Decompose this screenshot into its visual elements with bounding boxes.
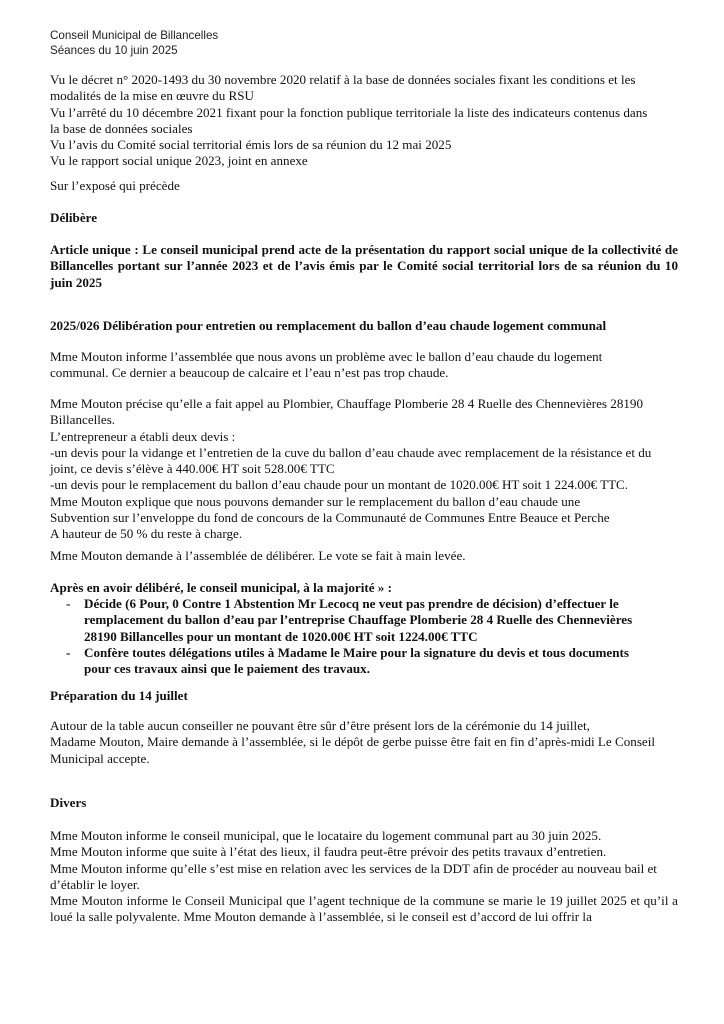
paragraph-line: L’entrepreneur a établi deux devis : <box>50 428 236 444</box>
majorite-line: Après en avoir délibéré, le conseil municipal, à la majorité » : <box>50 580 392 595</box>
list-item <box>50 596 678 645</box>
visas-block <box>50 72 678 170</box>
bullet-line: pour ces travaux ainsi que le paiement des travaux. <box>84 661 371 677</box>
visa-line: modalités de la mise en œuvre du RSU <box>50 88 255 104</box>
article-unique: Article unique : Le conseil municipal prend acte de la présentation du rapport social unique de la collectivité de Billancelles portant sur l’année 2023 et de l’avis émis par le Comité social territorial lors de sa réunion du 10 juin 2025 <box>50 242 678 290</box>
paragraph-line: Mme Mouton informe le conseil municipal, que le locataire du logement communal part au 30 juin 2025. <box>50 828 602 843</box>
list-item <box>50 645 678 678</box>
juillet-paragraph <box>50 718 678 767</box>
council-name: Conseil Municipal de Billancelles <box>50 29 219 42</box>
paragraph-line: Madame Mouton, Maire demande à l’assemblée, si le dépôt de gerbe puisse être fait en fin d’après-midi Le Conseil <box>50 734 656 750</box>
paragraph-line: Mme Mouton informe qu’elle s’est mise en relation avec les services de la DDT afin de procéder au nouveau bail et <box>50 860 657 876</box>
paragraph-line: A hauteur de 50 % du reste à charge. <box>50 526 243 542</box>
bullet-line: Décide (6 Pour, 0 Contre 1 Abstention Mr Lecocq ne veut pas prendre de décision) d’effectuer le <box>84 596 619 611</box>
bullet-dash: - <box>66 596 71 611</box>
bullet-dash: - <box>66 644 71 660</box>
divers-paragraph <box>50 828 678 893</box>
visa-line: Vu l’arrêté du 10 décembre 2021 fixant pour la fonction publique territoriale la liste des indicateurs contenus dans <box>50 104 648 120</box>
ballon-intro <box>50 349 678 382</box>
paragraph-line: Municipal accepte. <box>50 750 150 766</box>
visa-line: Vu le rapport social unique 2023, joint en annexe <box>50 153 308 169</box>
paragraph-line: communal. Ce dernier a beaucoup de calcaire et l’eau n’est pas trop chaude. <box>50 365 449 381</box>
paragraph-line: Autour de la table aucun conseiller ne pouvant être sûr d’être présent lors de la cérémonie du 14 juillet, <box>50 718 590 733</box>
visa-line: la base de données sociales <box>50 120 193 136</box>
bullet-line: remplacement du ballon d’eau par l’entreprise Chauffage Plomberie 28 4 Ruelle des Chennevières <box>84 612 633 628</box>
document-header <box>50 28 218 58</box>
session-date: Séances du 10 juin 2025 <box>50 44 178 57</box>
divers-heading: Divers <box>50 795 87 810</box>
decision-list <box>50 596 678 677</box>
paragraph-line: Mme Mouton précise qu’elle a fait appel au Plombier, Chauffage Plomberie 28 4 Ruelle des Chennevières 28190 <box>50 396 644 411</box>
visa-line: Vu le décret n° 2020-1493 du 30 novembre 2020 relatif à la base de données sociales fixant les conditions et les <box>50 72 636 87</box>
bullet-line: 28190 Billancelles pour un montant de 1020.00€ HT soit 1224.00€ TTC <box>84 628 478 644</box>
divers-last-paragraph: Mme Mouton informe le Conseil Municipal que l’agent technique de la commune se marie le 19 juillet 2025 et qu’il a loué la salle polyvalente. Mme Mouton demande à l’assemblée, si le conseil est d’accord de lui offrir la <box>50 893 678 925</box>
paragraph-line: Subvention sur l’enveloppe du fond de concours de la Communauté de Communes Entre Beauce et Perche <box>50 510 610 526</box>
paragraph-line: joint, ce devis s’élève à 440.00€ HT soit 528.00€ TTC <box>50 461 335 477</box>
expose-line: Sur l’exposé qui précède <box>50 178 180 193</box>
deliberation-title: 2025/026 Délibération pour entretien ou remplacement du ballon d’eau chaude logement communal <box>50 318 607 333</box>
paragraph-line: -un devis pour le remplacement du ballon d’eau chaude pour un montant de 1020.00€ HT soit 1 224.00€ TTC. <box>50 477 629 493</box>
delibere-heading: Délibère <box>50 210 98 225</box>
vote-line: Mme Mouton demande à l’assemblée de délibérer. Le vote se fait à main levée. <box>50 548 466 563</box>
visa-line: Vu l’avis du Comité social territorial émis lors de sa réunion du 12 mai 2025 <box>50 137 452 153</box>
paragraph-line: Mme Mouton informe l’assemblée que nous avons un problème avec le ballon d’eau chaude du logement <box>50 349 603 364</box>
bullet-line: Confère toutes délégations utiles à Madame le Maire pour la signature du devis et tous documents <box>84 644 629 660</box>
paragraph-line: d’établir le loyer. <box>50 876 140 892</box>
ballon-details <box>50 396 678 543</box>
juillet-heading: Préparation du 14 juillet <box>50 688 188 703</box>
paragraph-line: Mme Mouton explique que nous pouvons demander sur le remplacement du ballon d’eau chaude une <box>50 493 581 509</box>
paragraph-line: Billancelles. <box>50 412 116 428</box>
paragraph-line: -un devis pour la vidange et l’entretien de la cuve du ballon d’eau chaude avec remplacement de la résistance et du <box>50 444 652 460</box>
paragraph-line: Mme Mouton informe que suite à l’état des lieux, il faudra peut-être prévoir des petits travaux d’entretien. <box>50 844 607 860</box>
